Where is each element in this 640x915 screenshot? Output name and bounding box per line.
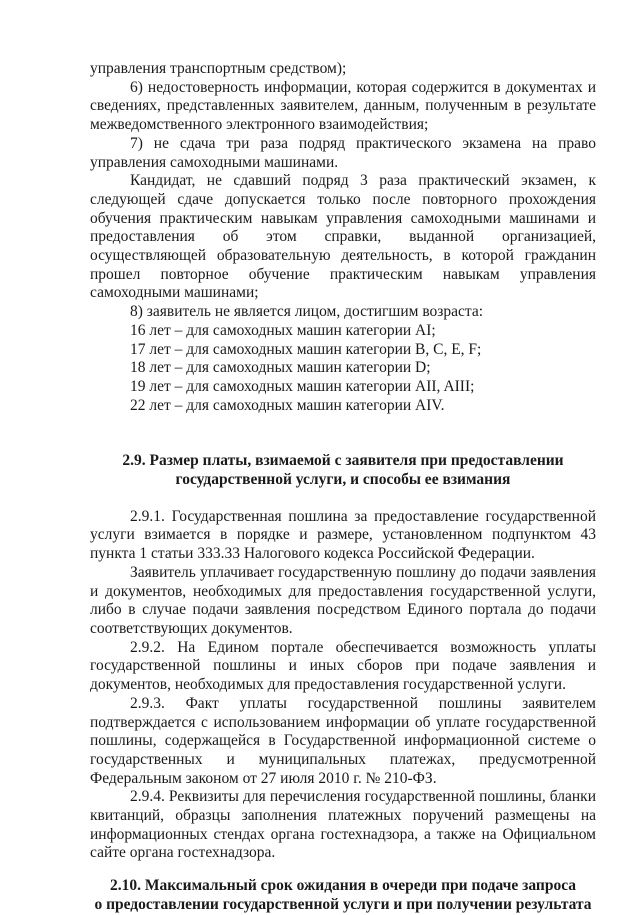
age-item-16: 16 лет – для самоходных машин категории AI; [130,321,436,339]
age-item-17: 17 лет – для самоходных машин категории B, C, E, F; [130,340,482,358]
paragraph-2-9-1: 2.9.1. Государственная пошлина за предоставление государственной услуги взимается в порядке и размере, установленном подпунктом 43 пункта 1 статьи 333.33 Налогового кодекса Российской Федерации. [90,507,596,563]
age-item-18: 18 лет – для самоходных машин категории D; [130,359,431,377]
paragraph-continuation: управления транспортным средством); [90,60,347,77]
paragraph-item-7: 7) не сдача три раза подряд практического экзамена на право управления самоходными машинами. [90,134,596,171]
age-item-19: 19 лет – для самоходных машин категории AII, AIII; [130,377,475,395]
age-item-22: 22 лет – для самоходных машин категории AIV. [130,396,445,414]
section-2-10-heading-line1: 2.10. Максимальный срок ожидания в очереди при подаче запроса [109,877,577,895]
paragraph-candidate: Кандидат, не сдавший подряд 3 раза практический экзамен, к следующей сдаче допускается только после повторного прохождения обучения практическим навыкам управления самоходными машинами и предоставления об этом справки, выданной организацией, осуществляющей образовательную деятельность, в которой гражданин прошел повторное обучение практическим навыкам управления самоходными машинами; [90,172,596,302]
paragraph-2-9-1-payment: Заявитель уплачивает государственную пошлину до подачи заявления и документов, необходимых для предоставления государственной услуги, либо в случае подачи заявления посредством Единого портала до подачи соответствующих документов. [90,563,596,637]
paragraph-2-9-3: 2.9.3. Факт уплаты государственной пошлины заявителем подтверждается с использованием информации об уплате государственной пошлины, содержащейся в Государственной информационной системе о государственных и муниципальных платежах, предусмотренной Федеральным законом от 27 июля 2010 г. № 210-ФЗ. [90,694,596,787]
section-2-9-heading-line1: 2.9. Размер платы, взимаемой с заявителя при предоставлении [122,452,564,470]
document-page [90,60,596,915]
paragraph-2-9-2: 2.9.2. На Едином портале обеспечивается возможность уплаты государственной пошлины и иных сборов при подаче заявления и документов, необходимых для предоставления государственной услуги. [90,638,596,694]
paragraph-item-8: 8) заявитель не является лицом, достигшим возраста: [130,303,484,321]
spacer [90,863,596,877]
paragraph-2-9-4: 2.9.4. Реквизиты для перечисления государственной пошлины, бланки квитанций, образцы заполнения платежных поручений размещены на информационных стендах органа гостехнадзора, а также на Официальном сайте органа гостехнадзора. [90,788,596,862]
paragraph-item-6: 6) недостоверность информации, которая содержится в документах и сведениях, представленных заявителем, данным, полученным в результате межведомственного электронного взаимодействия; [90,78,596,134]
spacer [90,490,596,508]
section-2-9-heading-line2: государственной услуги, и способы ее взимания [175,471,511,489]
spacer [90,415,596,452]
section-2-10-heading-line2: о предоставлении государственной услуги и при получении результата [94,895,592,913]
